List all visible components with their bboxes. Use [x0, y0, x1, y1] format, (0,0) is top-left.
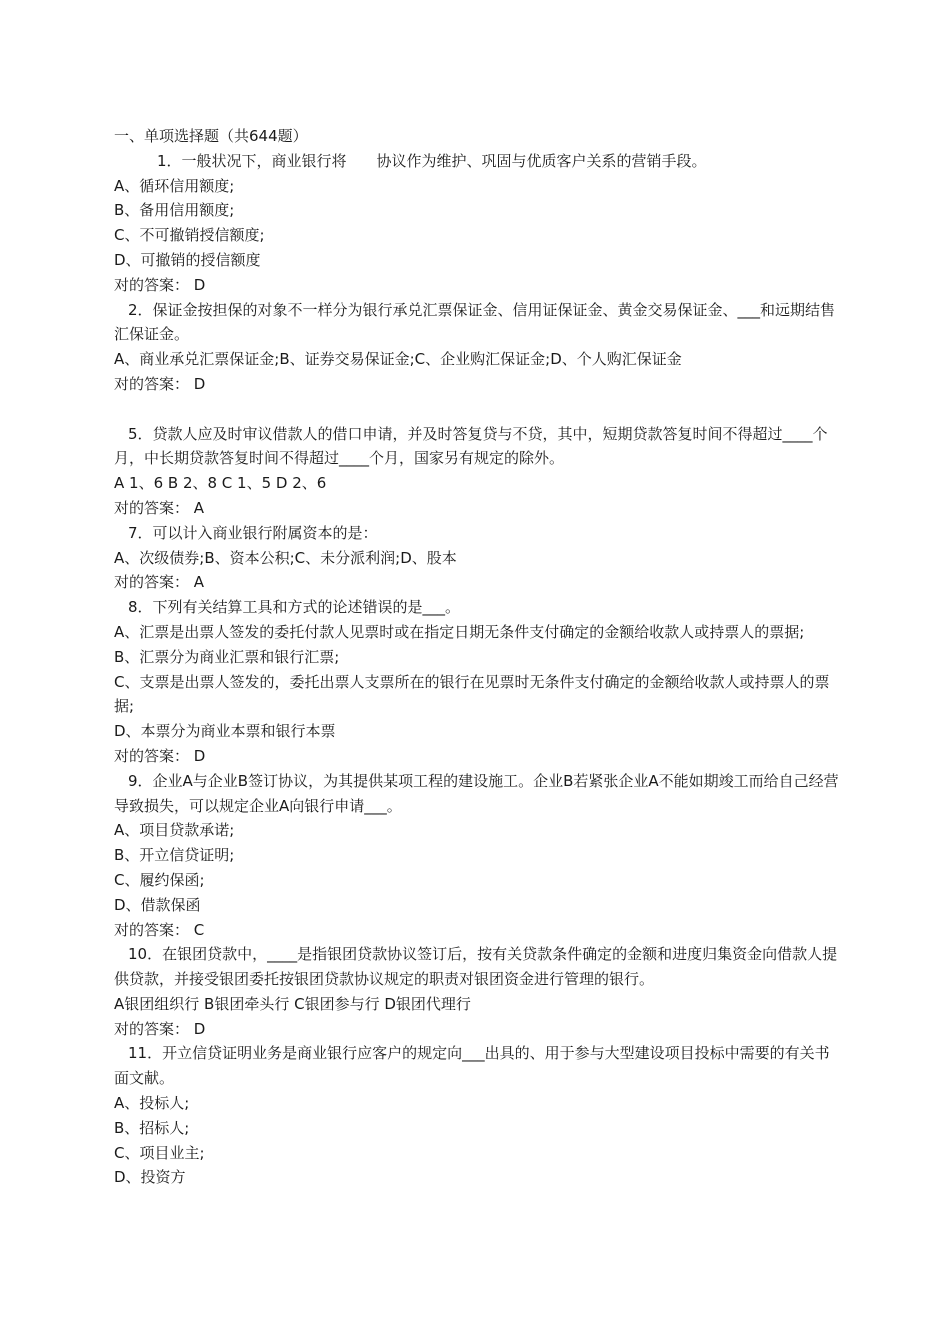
blank-spacer: [114, 397, 840, 422]
option: A、项目贷款承诺;: [114, 821, 235, 840]
option: D、投资方: [114, 1168, 186, 1187]
question-stem: 5．贷款人应及时审议借款人的借口申请，并及时答复贷与不贷，其中，短期贷款答复时间不得超过____个月，中长期贷款答复时间不得超过____个月，国家另有规定的除外。: [114, 424, 828, 468]
option: C、履约保函;: [114, 870, 205, 889]
answer: 对的答案： D: [114, 275, 206, 294]
option: A 1、6 B 2、8 C 1、5 D 2、6: [114, 474, 327, 493]
option: C、不可撤销授信额度;: [114, 226, 265, 245]
option: C、支票是出票人签发的，委托出票人支票所在的银行在见票时无条件支付确定的金额给收款人或持票人的票据;: [114, 672, 830, 716]
answer: 对的答案： A: [114, 498, 205, 517]
question-stem: 9．企业A与企业B签订协议，为其提供某项工程的建设施工。企业B若紧张企业A不能如期竣工而给自己经营导致损失，可以规定企业A向银行申请___。: [114, 771, 839, 815]
option: B、备用信用额度;: [114, 201, 235, 220]
option: A、商业承兑汇票保证金;B、证券交易保证金;C、企业购汇保证金;D、个人购汇保证金: [114, 350, 682, 369]
question-stem: 11．开立信贷证明业务是商业银行应客户的规定向___出具的、用于参与大型建设项目投标中需要的有关书面文献。: [114, 1044, 830, 1088]
answer: 对的答案： D: [114, 1019, 206, 1038]
answer: 对的答案： C: [114, 920, 205, 939]
question-5: [114, 422, 840, 521]
option: A、循环信用额度;: [114, 176, 235, 195]
question-2: [114, 298, 840, 397]
option: A、汇票是出票人签发的委托付款人见票时或在指定日期无条件支付确定的金额给收款人或持票人的票据;: [114, 622, 805, 641]
answer: 对的答案： D: [114, 374, 206, 393]
question-stem: 10．在银团贷款中，____是指银团贷款协议签订后，按有关贷款条件确定的金额和进度归集资金向借款人提供贷款，并接受银团委托按银团贷款协议规定的职责对银团资金进行管理的银行。: [114, 945, 838, 989]
option: B、汇票分为商业汇票和银行汇票;: [114, 647, 340, 666]
option: B、招标人;: [114, 1118, 190, 1137]
question-stem: 2．保证金按担保的对象不一样分为银行承兑汇票保证金、信用证保证金、黄金交易保证金、___和远期结售汇保证金。: [114, 300, 836, 344]
question-1: [114, 149, 840, 298]
option: C、项目业主;: [114, 1143, 205, 1162]
answer: 对的答案： A: [114, 573, 205, 592]
question-7: [114, 521, 840, 595]
answer: 对的答案： D: [114, 746, 206, 765]
question-stem: 8．下列有关结算工具和方式的论述错误的是___。: [128, 598, 461, 617]
option: B、开立信贷证明;: [114, 846, 235, 865]
question-11: [114, 1041, 840, 1190]
option: A、投标人;: [114, 1094, 190, 1113]
option: D、借款保函: [114, 895, 201, 914]
question-9: [114, 769, 840, 943]
option: D、可撤销的授信额度: [114, 250, 261, 269]
question-stem: 1．一般状况下，商业银行将 协议作为维护、巩固与优质客户关系的营销手段。: [157, 151, 707, 170]
question-10: [114, 942, 840, 1041]
option: D、本票分为商业本票和银行本票: [114, 722, 336, 741]
document-page: [114, 124, 840, 1190]
question-stem: 7．可以计入商业银行附属资本的是：: [128, 523, 378, 542]
section-title: 一、单项选择题（共644题）: [114, 127, 308, 145]
option: A、次级债券;B、资本公积;C、未分派利润;D、股本: [114, 548, 457, 567]
question-8: [114, 595, 840, 769]
option: A银团组织行 B银团牵头行 C银团参与行 D银团代理行: [114, 994, 471, 1013]
